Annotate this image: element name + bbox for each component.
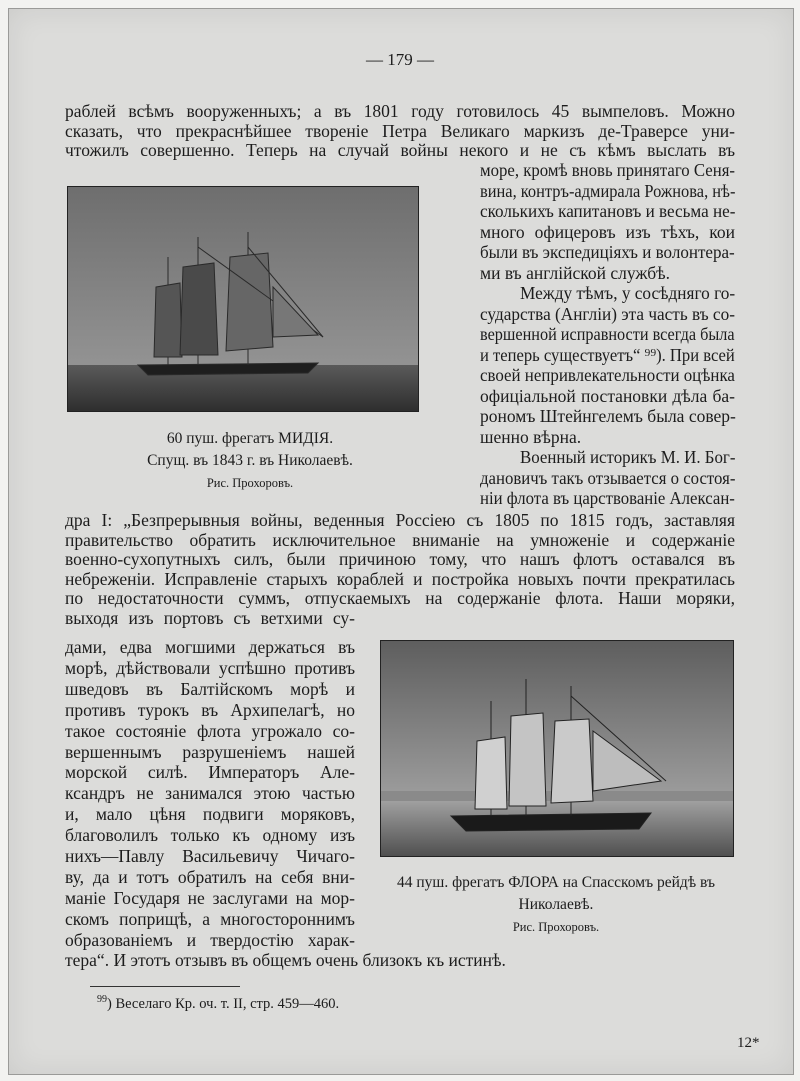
footnote-text: ) Веселаго Кр. оч. т. II, стр. 459—460. bbox=[107, 995, 340, 1012]
text-line: были въ экспедицiяхъ и волонтера- bbox=[480, 242, 735, 262]
text-line: дами, едва могшими держаться въ bbox=[65, 637, 355, 657]
text-line: сколькихъ капитановъ и весьма не- bbox=[480, 201, 736, 221]
text-line: манiе Государя не заслугами на мор- bbox=[65, 887, 355, 908]
figure2-caption bbox=[380, 872, 732, 938]
text-line: Военный историкъ М. И. Бог- bbox=[520, 447, 736, 467]
text-line: шведовъ въ Балтiйскомъ морѣ и bbox=[65, 678, 355, 699]
figure1-credit: Рис. Прохоровъ. bbox=[206, 476, 294, 490]
text-line: выходя изъ портовъ съ ветхими су- bbox=[65, 608, 355, 628]
footnote bbox=[97, 991, 339, 1013]
footnote-rule bbox=[90, 986, 240, 987]
text-line: офицiальной постановки дѣла ба- bbox=[480, 385, 735, 406]
text-line: небреженiи. Исправленiе старыхъ кораблей и постройка новыхъ почти прекратилась bbox=[65, 568, 735, 589]
figure2-caption-line1: 44 пуш. фрегатъ ФЛОРА на Спасскомъ рейдѣ въ bbox=[396, 874, 716, 891]
figure1-caption-line1: 60 пуш. фрегатъ МИДIЯ. bbox=[166, 430, 334, 447]
text-line: по недостаточности суммъ, отпускаемыхъ на содержанiе флота. Наши моряки, bbox=[65, 588, 735, 609]
text-line: благоволилъ только къ одному изъ bbox=[65, 825, 355, 846]
text-line: военно-сухопутныхъ силъ, были причиною тому, что нашъ флотъ оставался въ bbox=[65, 549, 735, 570]
text-line: и теперь существуетъ“ ⁹⁹). При всей bbox=[480, 344, 735, 365]
text-line: своей непривлекательности оцѣнка bbox=[480, 365, 735, 385]
text-line: Между тѣмъ, у сосѣдняго го- bbox=[520, 283, 736, 303]
text-line: морѣ, дѣйствовали успѣшно противъ bbox=[65, 657, 355, 678]
footnote-marker: 99 bbox=[97, 994, 107, 1005]
text-line: сказать, что прекраснѣйшее творенiе Петра Великаго маркизъ де-Траверсе уни- bbox=[65, 120, 735, 141]
text-line: дановичъ такъ отзывается о состоя- bbox=[480, 467, 736, 488]
text-line: вершенной исправности всегда была bbox=[480, 324, 735, 344]
figure2-credit: Рис. Прохоровъ. bbox=[512, 920, 600, 934]
text-line: дра I: „Безпрерывныя войны, веденныя Россiею съ 1805 по 1815 годъ, заставляя bbox=[65, 510, 735, 530]
text-line: сударства (Англiи) эта часть въ со- bbox=[480, 303, 735, 324]
figure-frigate-midia bbox=[67, 186, 419, 412]
text-line: рономъ Штейнгелемъ была совер- bbox=[480, 406, 736, 426]
text-line: вина, контръ-адмирала Рожнова, нѣ- bbox=[480, 180, 736, 201]
text-line: море, кромѣ вновь принятаго Сеня- bbox=[480, 160, 735, 180]
text-line: ву, да и тотъ обратилъ на себя вни- bbox=[65, 866, 355, 887]
text-line: ксандръ не занимался этою частью bbox=[65, 783, 355, 804]
text-line: скомъ поприщѣ, а многостороннимъ bbox=[65, 908, 355, 929]
signature-mark: 12* bbox=[737, 1035, 760, 1051]
text-line: нихъ—Павлу Васильевичу Чичаго- bbox=[65, 846, 355, 866]
figure1-caption-line2: Спущ. въ 1843 г. въ Николаевѣ. bbox=[147, 452, 353, 469]
text-line: морской силѣ. Императоръ Але- bbox=[65, 762, 355, 783]
text-line: нiи флота въ царствованiе Алексан- bbox=[480, 488, 735, 508]
text-line: шенно вѣрна. bbox=[480, 426, 582, 447]
text-line: чтожилъ совершенно. Теперь на случай войны некого и не съ кѣмъ выслать въ bbox=[65, 140, 735, 160]
figure-frigate-flora bbox=[380, 640, 734, 857]
closing-line: тера“. И этотъ отзывъ въ общемъ очень близокъ къ истинѣ. bbox=[65, 950, 506, 970]
text-line: ми въ англiйской службѣ. bbox=[480, 262, 670, 283]
text-line: раблей всѣмъ вооруженныхъ; а въ 1801 году готовилось 45 вымпеловъ. Можно bbox=[65, 101, 735, 121]
text-line: много офицеровъ изъ тѣхъ, кои bbox=[480, 221, 735, 242]
text-line: правительство обратить исключительное вниманiе на умноженiе и содержанiе bbox=[65, 529, 735, 550]
text-line: вершеннымъ разрушенiемъ нашей bbox=[65, 741, 355, 762]
figure2-caption-line2: Николаевѣ. bbox=[518, 896, 594, 913]
text-line: противъ турокъ въ Архипелагѣ, но bbox=[65, 699, 355, 720]
text-line: и, мало цѣня подвиги моряковъ, bbox=[65, 804, 355, 825]
figure1-caption bbox=[100, 428, 400, 494]
page-number: — 179 — bbox=[366, 50, 434, 69]
text-line: такое состоянiе флота угрожало со- bbox=[65, 720, 355, 741]
text-line: образованiемъ и твердостiю харак- bbox=[65, 929, 355, 950]
